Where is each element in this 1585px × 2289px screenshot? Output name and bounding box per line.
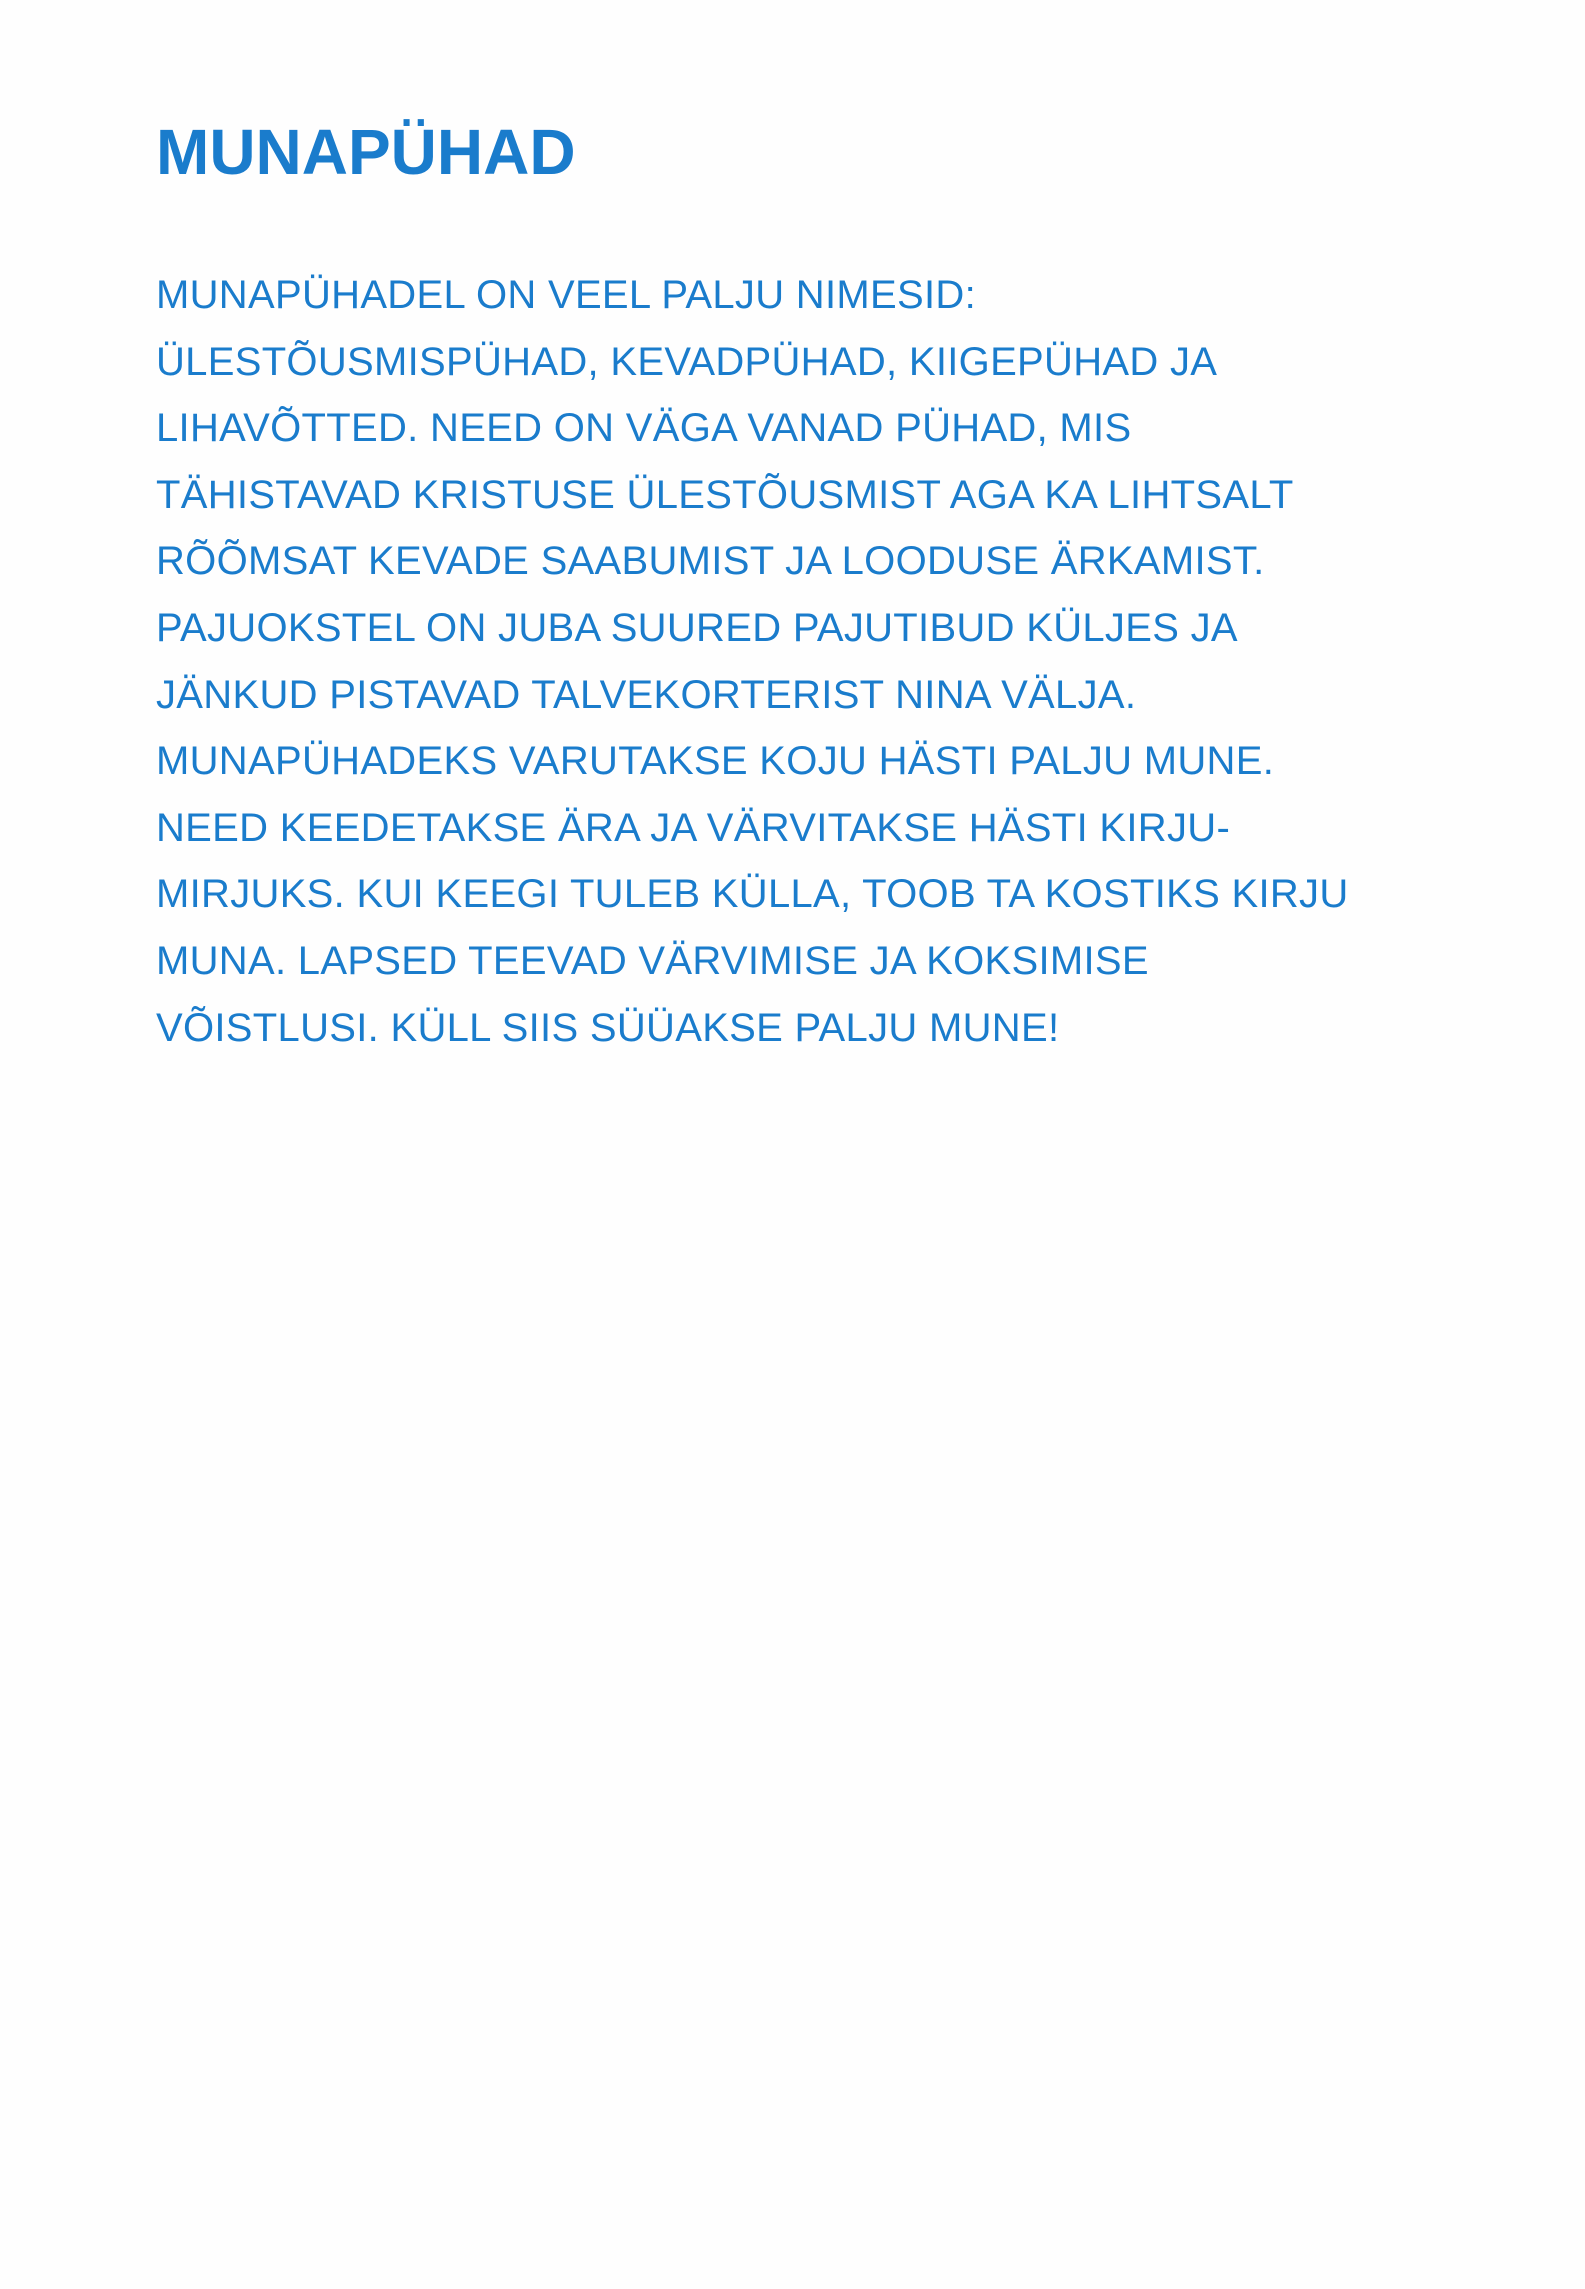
text-line: VÕISTLUSI. KÜLL SIIS SÜÜAKSE PALJU MUNE!	[156, 1005, 1060, 1050]
body-paragraph	[156, 262, 1556, 1061]
text-line: RÕÕMSAT KEVADE SAABUMIST JA LOODUSE ÄRKAMIST.	[156, 539, 1265, 584]
page-title: MUNAPÜHAD	[156, 116, 576, 188]
text-line: MIRJUKS. KUI KEEGI TULEB KÜLLA, TOOB TA KOSTIKS KIRJU	[156, 872, 1349, 917]
text-line: NEED KEEDETAKSE ÄRA JA VÄRVITAKSE HÄSTI KIRJU-	[156, 805, 1231, 850]
text-line: LIHAVÕTTED. NEED ON VÄGA VANAD PÜHAD, MIS	[156, 406, 1132, 451]
text-line: MUNAPÜHADEKS VARUTAKSE KOJU HÄSTI PALJU MUNE.	[156, 739, 1275, 784]
text-line: MUNAPÜHADEL ON VEEL PALJU NIMESID:	[156, 273, 977, 317]
text-line: TÄHISTAVAD KRISTUSE ÜLESTÕUSMIST AGA KA LIHTSALT	[156, 472, 1294, 517]
text-line: JÄNKUD PISTAVAD TALVEKORTERIST NINA VÄLJA.	[156, 672, 1137, 717]
text-line: ÜLESTÕUSMISPÜHAD, KEVADPÜHAD, KIIGEPÜHAD JA	[156, 339, 1218, 384]
text-line: PAJUOKSTEL ON JUBA SUURED PAJUTIBUD KÜLJES JA	[156, 605, 1238, 650]
text-line: MUNA. LAPSED TEEVAD VÄRVIMISE JA KOKSIMISE	[156, 938, 1149, 983]
